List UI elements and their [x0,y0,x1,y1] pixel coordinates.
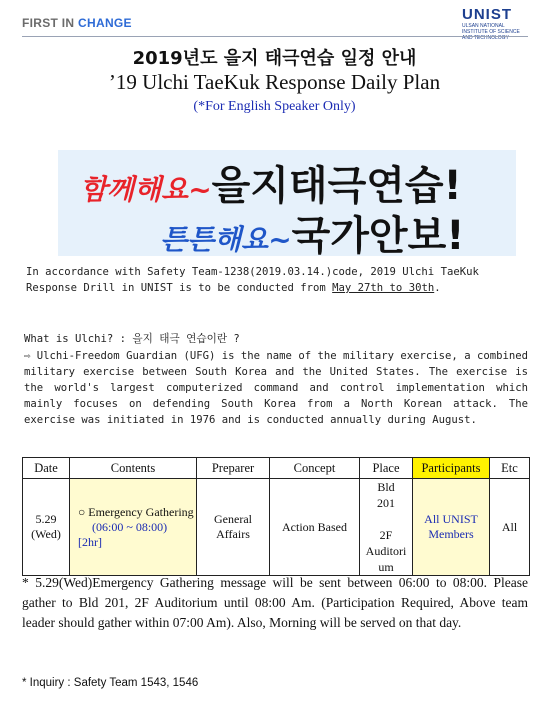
header-date: Date [23,458,70,479]
subtitle: (*For English Speaker Only) [193,99,356,114]
banner-line-2 [160,204,464,261]
intro-paragraph [26,264,526,296]
cell-concept: Action Based [270,479,360,576]
header-etc: Etc [490,458,530,479]
header-preparer: Preparer [197,458,270,479]
header-participants: Participants [413,458,490,479]
inquiry-contact: * Inquiry : Safety Team 1543, 1546 [22,677,199,689]
schedule-table [22,457,530,576]
title-english: ’19 Ulchi TaeKuk Response Daily Plan [108,70,441,94]
ufg-description: ⇨ Ulchi-Freedom Guardian (UFG) is the name of the military exercise, a combined military exercise between South Korea and the United States. The exercise is the world's largest computerized command and control implementation which mainly focuses on defending South Korea from a North Korean attack. The exercise was initiated in 1976 and is conducted annually during August. [24,350,528,426]
what-is-ulchi-heading: What is Ulchi? : 을지 태극 연습이란 ? [24,333,240,345]
banner-main-2: 국가안보! [291,213,465,259]
logo-wordmark: UNIST [462,6,512,23]
preparer-line-1: General [214,512,252,526]
date-weekday: (Wed) [31,527,61,541]
preparer-line-2: Affairs [216,527,250,541]
cell-etc: All [490,479,530,576]
place-line: Auditori [365,544,407,558]
header-contents: Contents [70,458,197,479]
header-concept: Concept [270,458,360,479]
table-row [23,479,530,576]
table-header-row [23,458,530,479]
brand-slogan [22,16,132,30]
logo-subtext: ULSAN NATIONAL INSTITUTE OF SCIENCE AND TECHNOLOGY [462,23,520,41]
cell-contents [70,479,197,576]
place-line: 2F [379,528,393,542]
cell-date [23,479,70,576]
brand-prefix: FIRST IN [22,16,79,30]
cell-preparer [197,479,270,576]
contents-time: (06:00 ~ 08:00) [2hr] [78,519,168,549]
intro-text: In accordance with Safety Team-1238(2019.03.14.)code, 2019 Ulchi TaeKuk Response Drill in UNIST is to be conducted from [26,266,479,294]
banner-script-1: 함께해요~ [80,173,212,206]
title-korean: 2019년도 을지 태극연습 일정 안내 [132,48,417,69]
drill-dates: May 27th to 30th [332,282,435,294]
place-line: 201 [377,496,395,510]
date-day: 5.29 [35,512,57,526]
header-place: Place [360,458,413,479]
cell-place [360,479,413,576]
place-line: Bld [377,480,395,494]
brand-suffix: CHANGE [78,16,132,30]
banner-main-1: 을지태극연습! [211,163,462,209]
place-line: um [378,560,394,574]
participants-line-2: Members [428,527,474,541]
participants-line-1: All UNIST [424,512,478,526]
cell-participants [413,479,490,576]
contents-title: ○ Emergency Gathering [78,504,194,519]
banner-line-1 [80,154,462,211]
header-divider [22,36,528,37]
gathering-note: * 5.29(Wed)Emergency Gathering message will be sent between 06:00 to 08:00. Please gather to Bld 201, 2F Auditorium until 08:00 Am. (Participation Required, Above team leader should gather within 07:00 Am). Also, Morning will be served on that day. [22,575,528,630]
intro-end: . [434,282,441,294]
banner-script-2: 튼튼해요~ [160,223,292,256]
